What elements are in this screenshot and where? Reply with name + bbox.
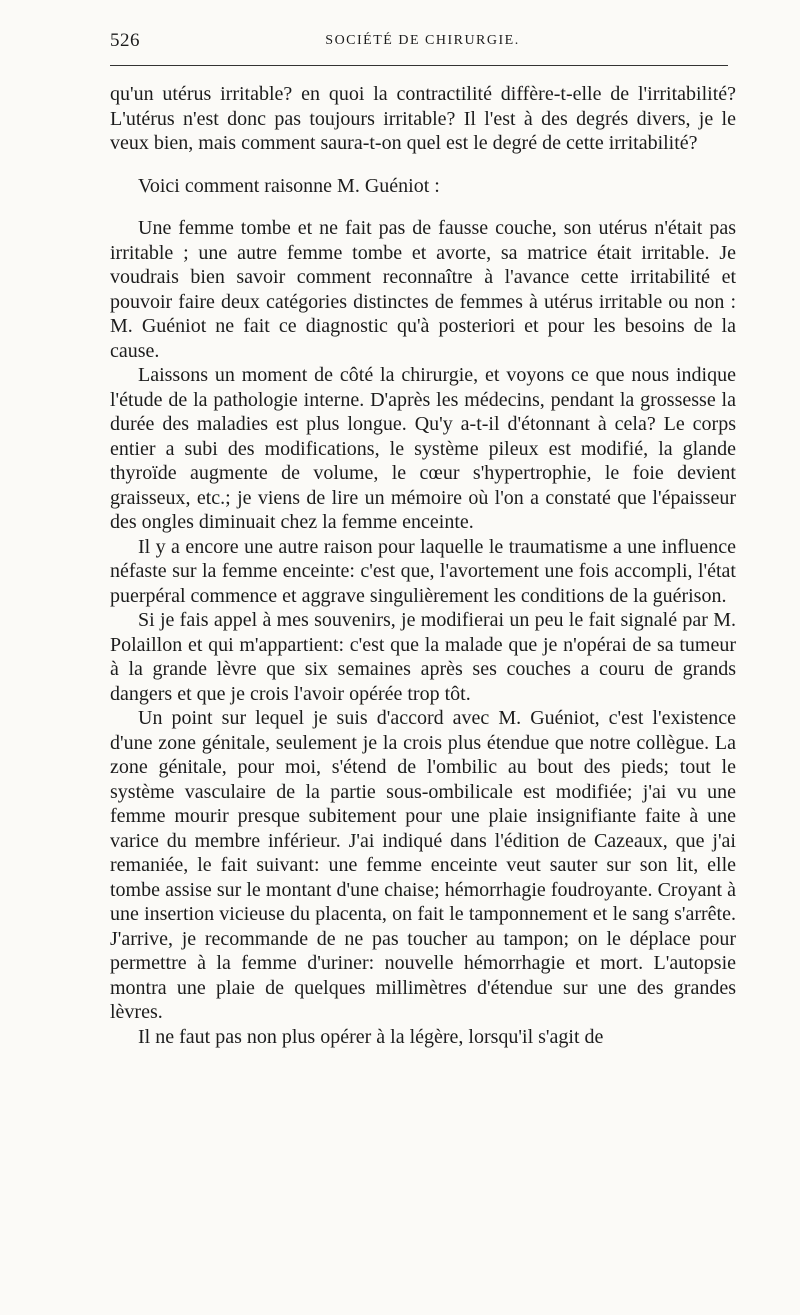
- page-header: [110, 30, 735, 60]
- paragraph: Il y a encore une autre raison pour laquelle le traumatisme a une influence néfaste sur la femme enceinte: c'est que, l'avortement une fois accompli, l'état puerpéral commence et aggrave singulièrement les conditions de la guérison.: [110, 535, 736, 607]
- page-number: 526: [110, 30, 140, 51]
- paragraph: Laissons un moment de côté la chirurgie, et voyons ce que nous indique l'étude de la pathologie interne. D'après les médecins, pendant la grossesse la durée des maladies est plus longue. Qu'y a-t-il d'étonnant à cela? Le corps entier a subi des modifications, le système pileux est modifié, la glande thyroïde augmente de volume, le cœur s'hypertrophie, le foie devient graisseux, etc.; je viens de lire un mémoire où l'on a constaté que l'épaisseur des ongles diminuait chez la femme enceinte.: [110, 364, 736, 533]
- paragraph-last: Il ne faut pas non plus opérer à la légère, lorsqu'il s'agit de: [138, 1025, 604, 1048]
- paragraph: Voici comment raisonne M. Guéniot :: [138, 174, 440, 197]
- header-rule: [110, 65, 728, 66]
- paragraph: Une femme tombe et ne fait pas de fausse couche, son utérus n'était pas irritable ; une autre femme tombe et avorte, sa matrice était irritable. Je voudrais bien savoir comment reconnaître à l'avance cette irritabilité et pouvoir faire deux catégories distinctes de femmes à utérus irritable ou non : M. Guéniot ne fait ce diagnostic qu'à posteriori et pour les besoins de la cause.: [110, 217, 736, 362]
- body-text: [110, 82, 736, 1049]
- paragraph: Un point sur lequel je suis d'accord avec M. Guéniot, c'est l'existence d'une zone génitale, seulement je la crois plus étendue que notre collègue. La zone génitale, pour moi, s'étend de l'ombilic au bout des pieds; tout le système vasculaire de la partie sous-ombilicale est modifiée; j'ai vu une femme mourir presque subitement pour une plaie insignifiante faite à une varice du membre inférieur. J'ai indiqué dans l'édition de Cazeaux, que j'ai remaniée, le fait suivant: une femme enceinte veut sauter sur son lit, elle tombe assise sur le montant d'une chaise; hémorrhagie foudroyante. Croyant à une insertion vicieuse du placenta, on fait le tamponnement et le sang s'arrête. J'arrive, je recommande de ne pas toucher au tampon; on le déplace pour permettre à la femme d'uriner: nouvelle hémorrhagie et mort. L'autopsie montra une plaie de quelques millimètres d'étendue sur une des grandes lèvres.: [110, 707, 736, 1023]
- paragraph-continuation: qu'un utérus irritable? en quoi la contractilité diffère-t-elle de l'irritabilité? L'utérus n'est donc pas toujours irritable? Il l'est à des degrés divers, je le veux bien, mais comment saura-t-on quel est le degré de cette irritabilité?: [110, 83, 736, 154]
- paragraph: Si je fais appel à mes souvenirs, je modifierai un peu le fait signalé par M. Polaillon et qui m'appartient: c'est que la malade que je n'opérai de sa tumeur à la grande lèvre que six semaines après ses couches a couru de grands dangers et que je crois l'avoir opérée trop tôt.: [110, 609, 736, 705]
- running-head: SOCIÉTÉ DE CHIRURGIE.: [325, 33, 520, 48]
